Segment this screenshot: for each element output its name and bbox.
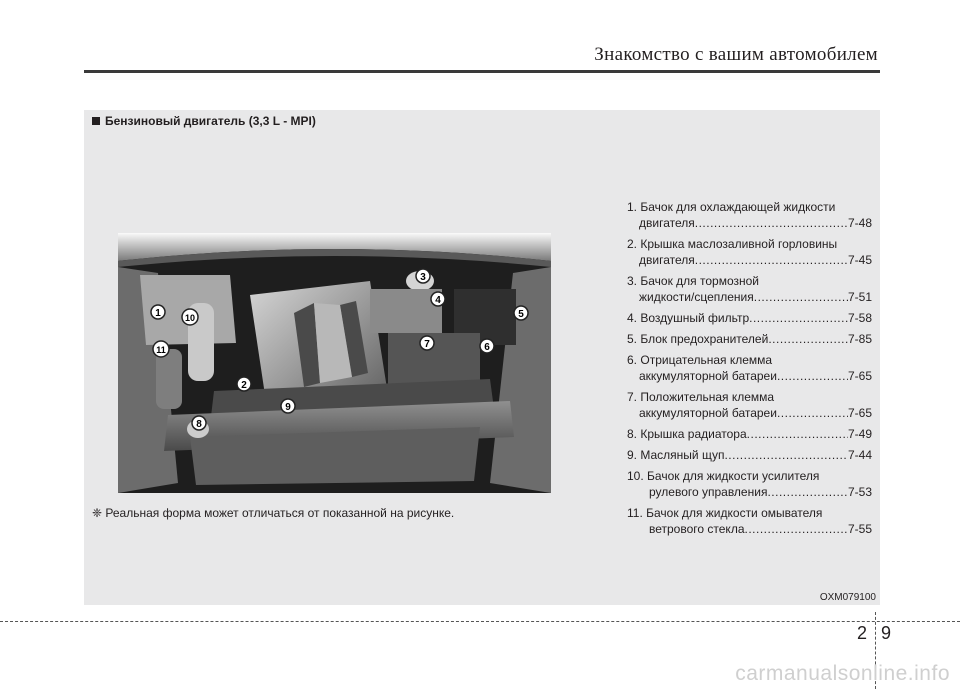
legend-item-label-cont: двигателя <box>639 216 695 230</box>
callout-9 <box>281 399 295 413</box>
svg-text:4: 4 <box>435 295 441 306</box>
legend-item-text: Крышка радиатора <box>640 427 747 441</box>
callout-5 <box>514 306 528 320</box>
legend-item-number: 1. <box>627 200 638 214</box>
legend-item-title <box>627 468 872 484</box>
legend-item-label-cont: жидкости/сцепления <box>639 290 754 304</box>
svg-text:5: 5 <box>518 309 524 320</box>
svg-text:6: 6 <box>484 342 490 353</box>
legend-item-title <box>627 199 872 215</box>
leader-dots <box>745 521 848 537</box>
legend-item-title <box>627 352 872 368</box>
legend-item <box>627 331 872 347</box>
legend-item-page: 7-85 <box>847 332 872 346</box>
legend-item <box>627 426 872 442</box>
legend-item-page: 7-49 <box>847 427 872 441</box>
page-number-chapter: 2 <box>857 623 868 643</box>
legend-item-label: Отрицательная клемма <box>640 353 773 367</box>
svg-text:10: 10 <box>184 313 196 323</box>
svg-text:11: 11 <box>156 345 166 355</box>
leader-dots <box>747 426 848 442</box>
leader-dots <box>749 310 848 326</box>
square-bullet-icon <box>92 117 100 125</box>
legend-item-label: Бачок для тормозной <box>640 274 759 288</box>
legend-item <box>627 447 872 463</box>
legend-item-row <box>627 447 872 463</box>
legend-item-label: Бачок для жидкости омывателя <box>646 506 823 520</box>
legend-item-number: 6. <box>627 353 638 367</box>
legend-item-page: 7-55 <box>847 522 872 536</box>
legend-item-page: 7-44 <box>847 448 872 462</box>
legend-item-detail <box>627 215 872 231</box>
legend-item-title <box>627 505 872 521</box>
legend-item-page: 7-65 <box>847 369 872 383</box>
figure-code: OXM079100 <box>819 592 876 603</box>
svg-text:9: 9 <box>285 402 291 413</box>
callout-8 <box>192 416 206 430</box>
legend-item-text: Масляный щуп <box>640 448 725 462</box>
svg-text:1: 1 <box>155 308 161 319</box>
legend-item-number: 3. <box>627 274 638 288</box>
legend-item-page: 7-51 <box>847 290 872 304</box>
legend-item-label-cont: рулевого управления <box>649 485 768 499</box>
legend-item <box>627 389 872 421</box>
callout-10 <box>182 309 198 325</box>
legend-item-page: 7-48 <box>847 216 872 230</box>
legend-item-detail <box>627 289 872 305</box>
legend-item-number: 9. <box>627 448 638 462</box>
callout-6 <box>480 339 494 353</box>
footer-dashed-rule <box>0 621 960 622</box>
legend-item-page: 7-45 <box>847 253 872 267</box>
legend-item-label: Бачок для охлаждающей жидкости <box>640 200 836 214</box>
legend-item-row <box>627 310 872 326</box>
legend-item-detail <box>627 484 872 500</box>
legend-item-label: Положительная клемма <box>640 390 775 404</box>
legend-item <box>627 273 872 305</box>
section-heading-text: Бензиновый двигатель (3,3 L - MPI) <box>105 114 316 128</box>
legend-item <box>627 199 872 231</box>
svg-text:8: 8 <box>196 419 202 430</box>
leader-dots <box>695 252 848 268</box>
watermark: carmanualsonline.info <box>735 662 950 685</box>
legend-item-number: 4. <box>627 311 638 325</box>
leader-dots <box>777 405 848 421</box>
callout-4 <box>431 292 445 306</box>
legend-item-number: 8. <box>627 427 638 441</box>
legend-item-label <box>627 331 768 347</box>
legend-item-detail <box>627 521 872 537</box>
svg-text:2: 2 <box>241 380 247 391</box>
legend-item-label: Бачок для жидкости усилителя <box>647 469 820 483</box>
legend-item <box>627 310 872 326</box>
legend-item-row <box>627 426 872 442</box>
legend-item-page: 7-53 <box>847 485 872 499</box>
callout-11 <box>153 341 169 357</box>
legend-item-label-cont: аккумуляторной батареи <box>639 406 777 420</box>
callout-3 <box>416 269 430 283</box>
legend-item-page: 7-65 <box>847 406 872 420</box>
legend-item-number: 2. <box>627 237 638 251</box>
legend-item-text: Воздушный фильтр <box>640 311 750 325</box>
legend-item-label: Крышка маслозаливной горловины <box>640 237 838 251</box>
legend-item-label <box>627 447 724 463</box>
leader-dots <box>754 289 848 305</box>
callout-7 <box>420 336 434 350</box>
legend-item <box>627 352 872 384</box>
leader-dots <box>724 447 848 463</box>
legend-item-number: 10. <box>627 469 644 483</box>
callout-1 <box>151 305 165 319</box>
legend-item-title <box>627 389 872 405</box>
svg-text:3: 3 <box>420 272 426 283</box>
legend-item-detail <box>627 368 872 384</box>
section-heading <box>92 114 316 128</box>
legend-item-label-cont: ветрового стекла <box>649 522 745 536</box>
legend-item-label <box>627 310 749 326</box>
footnote: ❈ Реальная форма может отличаться от показанной на рисунке. <box>92 506 455 520</box>
legend-item-text: Блок предохранителей <box>640 332 769 346</box>
legend-item-row <box>627 331 872 347</box>
legend-item <box>627 236 872 268</box>
legend-item <box>627 468 872 500</box>
component-legend <box>627 199 872 542</box>
legend-item-title <box>627 273 872 289</box>
leader-dots <box>767 484 848 500</box>
leader-dots <box>777 368 848 384</box>
engine-bay-photo <box>118 233 551 493</box>
legend-item-label-cont: аккумуляторной батареи <box>639 369 777 383</box>
page-number-page: 9 <box>881 623 892 643</box>
header-rule <box>84 70 880 73</box>
legend-item-label <box>627 426 747 442</box>
legend-item <box>627 505 872 537</box>
legend-item-number: 11. <box>627 506 643 520</box>
legend-item-detail <box>627 405 872 421</box>
leader-dots <box>695 215 848 231</box>
chapter-title: Знакомство с вашим автомобилем <box>594 44 878 65</box>
svg-text:7: 7 <box>424 339 430 350</box>
legend-item-title <box>627 236 872 252</box>
legend-item-number: 7. <box>627 390 638 404</box>
legend-item-detail <box>627 252 872 268</box>
legend-item-label-cont: двигателя <box>639 253 695 267</box>
legend-item-number: 5. <box>627 332 638 346</box>
callout-2 <box>237 377 251 391</box>
legend-item-page: 7-58 <box>847 311 872 325</box>
leader-dots <box>768 331 848 347</box>
